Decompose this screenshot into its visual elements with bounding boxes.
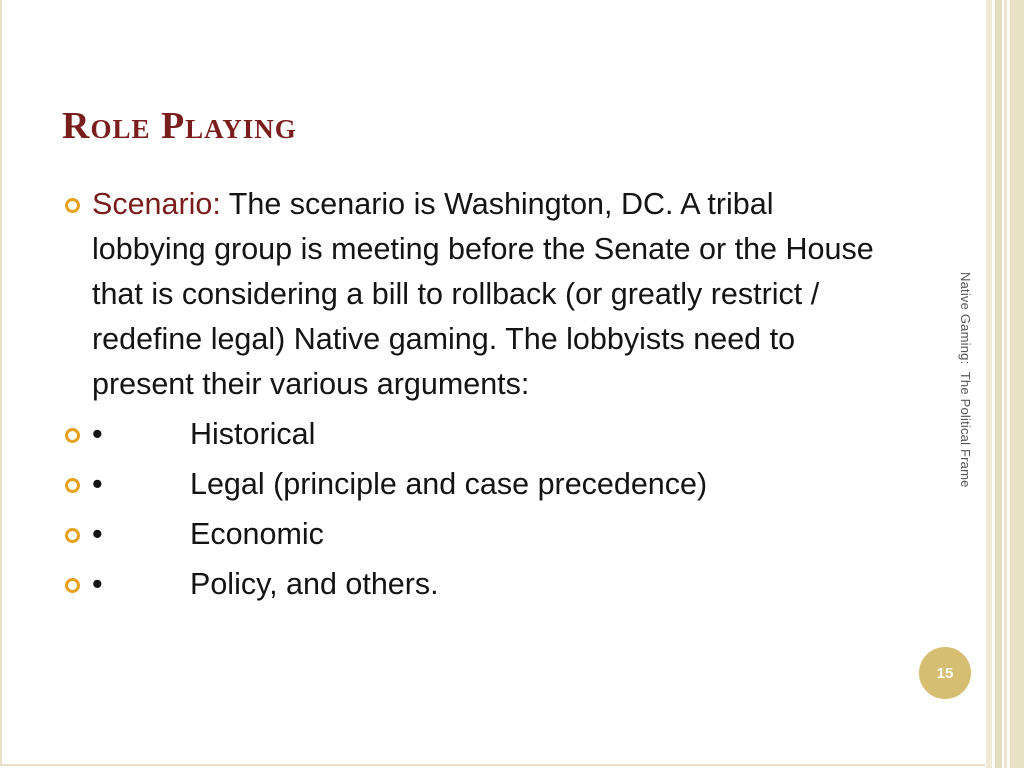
bullet-text: Economic — [190, 517, 324, 551]
slide-title: Role Playing — [62, 105, 297, 147]
side-caption: Native Gaming: The Political Frame — [958, 272, 973, 488]
bullet-scenario — [62, 182, 892, 407]
page-number-badge — [916, 644, 974, 702]
decorative-stripe — [1010, 0, 1024, 768]
page-number: 15 — [936, 664, 954, 682]
sub-bullet-dot: • — [92, 517, 103, 551]
bullet-text: Legal (principle and case precedence) — [190, 467, 708, 501]
bullet-marker-icon — [65, 198, 80, 213]
bullet-policy — [62, 562, 892, 607]
bullet-text: The scenario is Washington, DC. A tribal lobbying group is meeting before the Senate or the House that is considering a bill to rollback (or greatly restrict / redefine legal) Native gaming. The lobbyists need to present their various arguments: — [92, 187, 874, 401]
bullet-marker-icon — [65, 578, 80, 593]
bullet-text: Policy, and others. — [190, 567, 439, 601]
bullet-marker-icon — [65, 528, 80, 543]
bullet-label: Scenario: — [92, 187, 221, 221]
bullet-historical — [62, 412, 892, 457]
decorative-stripe — [995, 0, 1002, 768]
bullet-economic — [62, 512, 892, 557]
decorative-stripe — [1004, 0, 1007, 768]
bullet-legal — [62, 462, 892, 507]
sub-bullet-dot: • — [92, 467, 103, 501]
decorative-stripe — [986, 0, 992, 768]
bullet-marker-icon — [65, 428, 80, 443]
sub-bullet-dot: • — [92, 417, 103, 451]
slide-content — [62, 182, 892, 607]
bullet-text: Historical — [190, 417, 316, 451]
sub-bullet-dot: • — [92, 567, 103, 601]
bullet-marker-icon — [65, 478, 80, 493]
